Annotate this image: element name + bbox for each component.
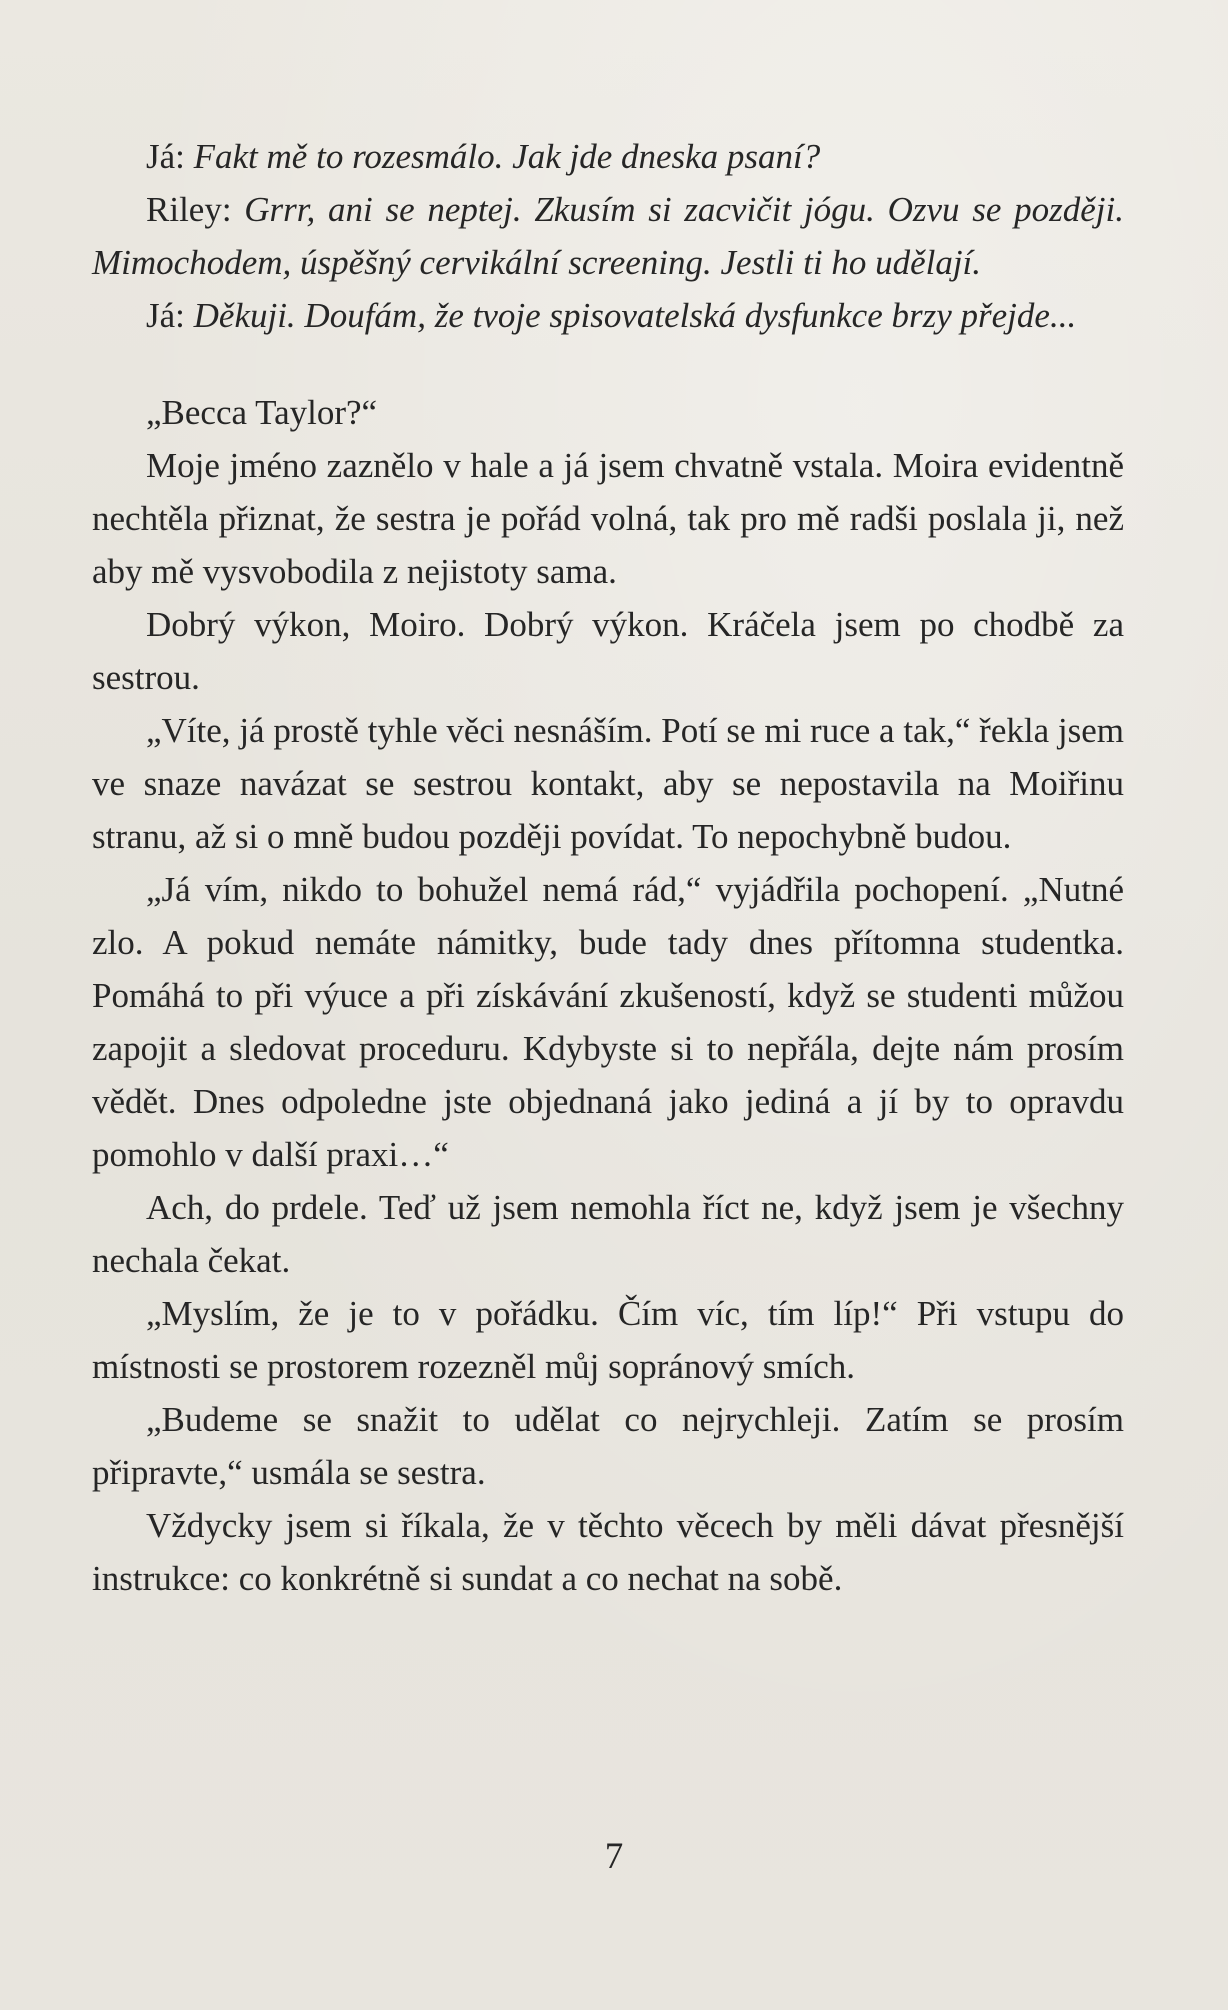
chat-line-ja-2 bbox=[92, 289, 1124, 342]
section-gap bbox=[92, 342, 1124, 386]
paragraph: Vždycky jsem si říkala, že v těchto věcech by měli dávat přesnější instrukce: co konkrétně si sundat a co nechat na sobě. bbox=[92, 1506, 1124, 1598]
chat-line-ja-1 bbox=[92, 130, 1124, 183]
paragraph: „Já vím, nikdo to bohužel nemá rád,“ vyjádřila pochopení. „Nutné zlo. A pokud nemáte námitky, bude tady dnes přítomna studentka. Pomáhá to při výuce a při získávání zkušeností, když se studenti můžou zapojit a sledovat proceduru. Kdybyste si to nepřála, dejte nám prosím vědět. Dnes odpoledne jste objednaná jako jediná a jí by to opravdu pomohlo v další praxi…“ bbox=[92, 870, 1124, 1174]
message-text: Fakt mě to rozesmálo. Jak jde dneska psaní? bbox=[193, 137, 821, 176]
paragraph: „Myslím, že je to v pořádku. Čím víc, tím líp!“ Při vstupu do místnosti se prostorem rozezněl můj sopránový smích. bbox=[92, 1294, 1124, 1386]
paragraph: „Budeme se snažit to udělat co nejrychleji. Zatím se prosím připravte,“ usmála se sestra. bbox=[92, 1400, 1124, 1492]
speaker-label: Já: bbox=[146, 296, 194, 335]
speaker-label: Riley: bbox=[146, 190, 245, 229]
paragraph: Dobrý výkon, Moiro. Dobrý výkon. Kráčela jsem po chodbě za sestrou. bbox=[92, 605, 1124, 697]
page-body-text bbox=[92, 130, 1124, 1605]
speaker-label: Já: bbox=[146, 137, 194, 176]
paragraph: „Víte, já prostě tyhle věci nesnáším. Potí se mi ruce a tak,“ řekla jsem ve snaze navázat se sestrou kontakt, aby se nepostavila na Moiřinu stranu, až si o mně budou později povídat. To nepochybně budou. bbox=[92, 711, 1124, 856]
chat-line-riley bbox=[92, 183, 1124, 289]
paragraph: „Becca Taylor?“ bbox=[146, 393, 378, 432]
paragraph: Moje jméno zaznělo v hale a já jsem chvatně vstala. Moira evidentně nechtěla přiznat, že sestra je pořád volná, tak pro mě radši poslala ji, než aby mě vysvobodila z nejistoty sama. bbox=[92, 446, 1124, 591]
page-number: 7 bbox=[604, 1836, 624, 1877]
paragraph: Ach, do prdele. Teď už jsem nemohla říct ne, když jsem je všechny nechala čekat. bbox=[92, 1188, 1124, 1280]
message-text: Děkuji. Doufám, že tvoje spisovatelská dysfunkce brzy přejde... bbox=[193, 296, 1077, 335]
message-text: Grrr, ani se neptej. Zkusím si zacvičit jógu. Ozvu se později. Mimochodem, úspěšný cervikální screening. Jestli ti ho udělají. bbox=[92, 190, 1124, 282]
